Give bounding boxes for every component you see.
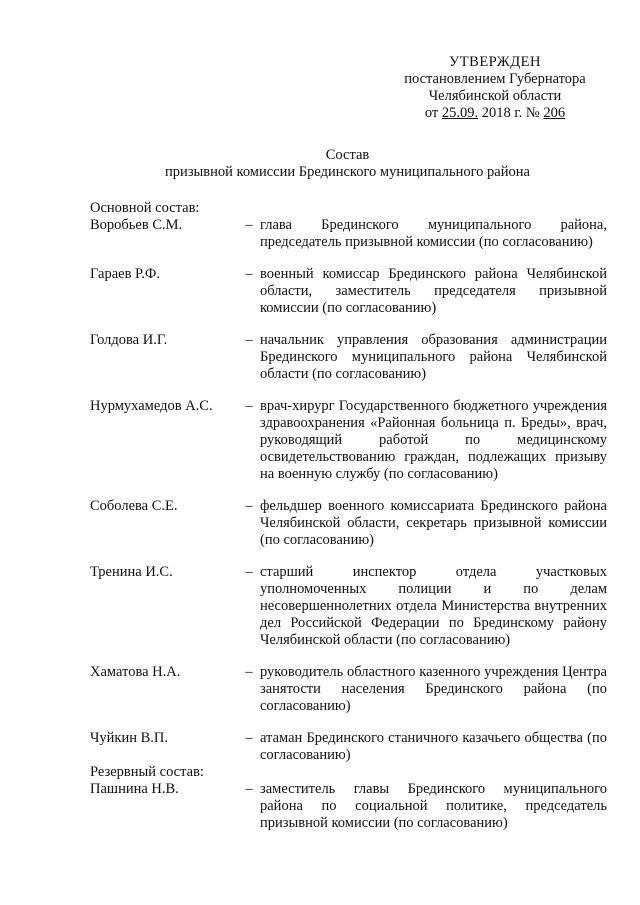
member-row xyxy=(90,730,610,764)
member-dash: – xyxy=(245,564,253,580)
member-role: старший инспектор отдела участковых уполномоченных полиции и по делам несовершеннолетних отдела Министерства внутренних дел Российской Федерации по Брединскому району Челябинской области (по согласованию) xyxy=(260,564,607,648)
member-role: руководитель областного казенного учреждения Центра занятости населения Брединского района (по согласованию) xyxy=(260,664,607,714)
approval-line-1: постановлением Губернатора xyxy=(404,71,586,87)
member-role: атаман Брединского станичного казачьего общества (по согласованию) xyxy=(260,730,607,763)
member-role: врач-хирург Государственного бюджетного учреждения здравоохранения «Районная больница п. Бреды», врач, руководящий работой по медицинскому освидетельствованию граждан, подлежащих призыву на военную службу (по согласованию) xyxy=(260,398,607,482)
approval-date-prefix: от xyxy=(424,105,439,121)
member-dash: – xyxy=(245,498,253,514)
member-name: Хаматова Н.А. xyxy=(90,664,181,680)
member-dash: – xyxy=(245,332,253,348)
member-role: глава Брединского муниципального района, председатель призывной комиссии (по согласованию) xyxy=(260,217,607,250)
member-name: Тренина И.С. xyxy=(90,564,173,580)
member-name: Чуйкин В.П. xyxy=(90,730,169,746)
member-name: Голдова И.Г. xyxy=(90,332,168,348)
heading-title: Состав xyxy=(325,147,370,163)
member-row xyxy=(90,217,610,251)
main-section-label: Основной состав: xyxy=(90,200,200,216)
member-row xyxy=(90,781,610,832)
member-dash: – xyxy=(245,781,253,797)
approval-date-line xyxy=(390,105,600,122)
member-name: Гараев Р.Ф. xyxy=(90,266,161,282)
approval-year: 2018 г. № xyxy=(481,105,540,121)
member-name: Воробьев С.М. xyxy=(90,217,183,233)
approval-date: 25.09. xyxy=(441,105,479,121)
member-row xyxy=(90,332,610,383)
main-members-list xyxy=(90,217,610,764)
member-name: Пашнина Н.В. xyxy=(90,781,179,797)
member-dash: – xyxy=(245,664,253,680)
document-heading xyxy=(90,147,605,181)
member-row xyxy=(90,398,610,483)
member-row xyxy=(90,664,610,715)
approval-stamp xyxy=(390,54,600,122)
member-dash: – xyxy=(245,730,253,746)
member-role: начальник управления образования администрации Брединского муниципального района Челябинской области (по согласованию) xyxy=(260,332,607,382)
member-row xyxy=(90,266,610,317)
member-role: заместитель главы Брединского муниципального района по социальной политике, председатель призывной комиссии (по согласованию) xyxy=(260,781,607,831)
member-role: военный комиссар Брединского района Челябинской области, заместитель председателя призывной комиссии (по согласованию) xyxy=(260,266,607,316)
member-role: фельдшер военного комиссариата Брединского района Челябинской области, секретарь призывной комиссии (по согласованию) xyxy=(260,498,607,548)
member-row xyxy=(90,564,610,649)
heading-subtitle: призывной комиссии Брединского муниципального района xyxy=(165,164,530,180)
approval-number: 206 xyxy=(543,105,566,121)
member-dash: – xyxy=(245,398,253,414)
member-row xyxy=(90,498,610,549)
approval-title: УТВЕРЖДЕН xyxy=(449,54,541,70)
commission-list xyxy=(90,200,610,847)
member-name: Соболева С.Е. xyxy=(90,498,178,514)
member-name: Нурмухамедов А.С. xyxy=(90,398,213,414)
reserve-section-label: Резервный состав: xyxy=(90,764,204,780)
approval-line-2: Челябинской области xyxy=(428,88,562,104)
member-dash: – xyxy=(245,217,253,233)
reserve-members-list xyxy=(90,781,610,832)
member-dash: – xyxy=(245,266,253,282)
